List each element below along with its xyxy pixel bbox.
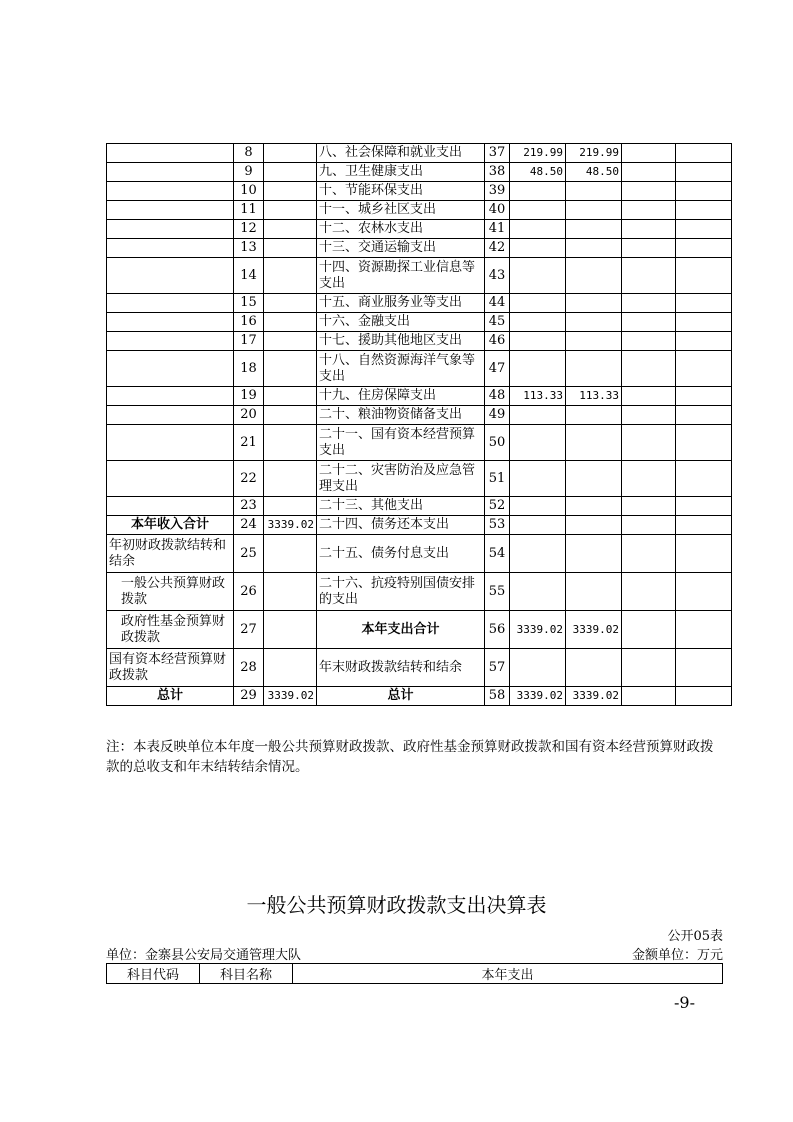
row-expense-other: [676, 313, 732, 332]
table-row: [107, 182, 732, 201]
row-income-label: 总计: [107, 687, 234, 706]
row-expense-line: 44: [485, 294, 510, 313]
row-expense-project: [622, 294, 676, 313]
row-expense-other: [676, 351, 732, 387]
row-income-label: 政府性基金预算财政拨款: [107, 611, 234, 649]
row-expense-project: [622, 163, 676, 182]
row-income-amount: [264, 144, 317, 163]
table-row: [107, 387, 732, 406]
unit-label: 单位：金寨县公安局交通管理大队: [106, 948, 302, 963]
row-expense-line: 54: [485, 535, 510, 573]
row-expense-item: 九、卫生健康支出: [317, 163, 485, 182]
row-income-amount: [264, 425, 317, 461]
row-expense-basic: [566, 406, 622, 425]
table-row: [107, 425, 732, 461]
row-income-label: [107, 351, 234, 387]
row-expense-basic: [566, 182, 622, 201]
row-income-amount: [264, 313, 317, 332]
row-expense-line: 56: [485, 611, 510, 649]
row-income-label: [107, 313, 234, 332]
row-income-amount: 3339.02: [264, 687, 317, 706]
row-expense-line: 42: [485, 239, 510, 258]
row-income-amount: [264, 649, 317, 687]
budget-table: [106, 143, 732, 706]
row-income-amount: [264, 163, 317, 182]
row-expense-project: [622, 687, 676, 706]
row-income-number: 26: [234, 573, 264, 611]
row-income-label: [107, 220, 234, 239]
table-row: [107, 687, 732, 706]
table-row: [107, 497, 732, 516]
row-expense-line: 46: [485, 332, 510, 351]
row-expense-project: [622, 332, 676, 351]
row-expense-total: 48.50: [510, 163, 566, 182]
row-expense-item: 十六、金融支出: [317, 313, 485, 332]
row-expense-item: 年末财政拨款结转和结余: [317, 649, 485, 687]
header-code: 科目代码: [107, 964, 200, 984]
row-income-label: 一般公共预算财政拨款: [107, 573, 234, 611]
row-income-number: 9: [234, 163, 264, 182]
row-expense-other: [676, 182, 732, 201]
table-row: [107, 461, 732, 497]
table-row: [107, 220, 732, 239]
row-income-label: 国有资本经营预算财政拨款: [107, 649, 234, 687]
header-expense: 本年支出: [293, 964, 723, 984]
row-expense-line: 41: [485, 220, 510, 239]
row-expense-total: [510, 573, 566, 611]
next-table-title: 一般公共预算财政拨款支出决算表: [246, 893, 547, 917]
row-expense-project: [622, 516, 676, 535]
row-income-label: [107, 332, 234, 351]
row-expense-other: [676, 387, 732, 406]
row-expense-total: [510, 220, 566, 239]
row-income-label: 本年收入合计: [107, 516, 234, 535]
row-expense-project: [622, 201, 676, 220]
row-income-amount: [264, 201, 317, 220]
row-income-number: 23: [234, 497, 264, 516]
row-income-number: 21: [234, 425, 264, 461]
row-income-label: [107, 406, 234, 425]
row-expense-project: [622, 425, 676, 461]
row-expense-other: [676, 294, 732, 313]
row-income-label: [107, 239, 234, 258]
table-row: [107, 144, 732, 163]
row-income-amount: [264, 351, 317, 387]
amount-unit-label: 金额单位：万元: [631, 948, 723, 963]
row-income-number: 20: [234, 406, 264, 425]
row-expense-line: 58: [485, 687, 510, 706]
row-expense-total: 3339.02: [510, 611, 566, 649]
row-expense-basic: [566, 573, 622, 611]
row-expense-total: [510, 332, 566, 351]
row-expense-line: 49: [485, 406, 510, 425]
row-expense-basic: [566, 313, 622, 332]
row-income-label: [107, 201, 234, 220]
row-income-number: 17: [234, 332, 264, 351]
row-expense-basic: 219.99: [566, 144, 622, 163]
row-expense-total: 219.99: [510, 144, 566, 163]
row-income-number: 24: [234, 516, 264, 535]
row-expense-project: [622, 239, 676, 258]
row-expense-item: 十七、援助其他地区支出: [317, 332, 485, 351]
row-expense-total: [510, 258, 566, 294]
row-income-amount: [264, 611, 317, 649]
row-expense-other: [676, 144, 732, 163]
row-expense-item: 二十六、抗疫特别国债安排的支出: [317, 573, 485, 611]
row-expense-total: [510, 649, 566, 687]
row-expense-total: 113.33: [510, 387, 566, 406]
row-expense-item: 二十三、其他支出: [317, 497, 485, 516]
row-expense-line: 48: [485, 387, 510, 406]
row-expense-basic: [566, 649, 622, 687]
row-expense-project: [622, 258, 676, 294]
row-income-amount: [264, 461, 317, 497]
next-table-header: [106, 963, 723, 984]
row-expense-basic: 3339.02: [566, 611, 622, 649]
row-expense-line: 38: [485, 163, 510, 182]
row-expense-line: 43: [485, 258, 510, 294]
row-expense-item: 十三、交通运输支出: [317, 239, 485, 258]
row-expense-project: [622, 351, 676, 387]
row-expense-line: 53: [485, 516, 510, 535]
row-expense-project: [622, 535, 676, 573]
row-income-amount: [264, 406, 317, 425]
row-expense-project: [622, 497, 676, 516]
row-expense-total: [510, 294, 566, 313]
row-income-number: 13: [234, 239, 264, 258]
row-expense-other: [676, 516, 732, 535]
table-row: [107, 649, 732, 687]
row-expense-item: 十二、农林水支出: [317, 220, 485, 239]
row-expense-basic: [566, 239, 622, 258]
row-income-label: [107, 425, 234, 461]
table-row: [107, 332, 732, 351]
row-expense-item: 十、节能环保支出: [317, 182, 485, 201]
row-income-number: 11: [234, 201, 264, 220]
page-number: -9-: [674, 993, 695, 1012]
row-expense-item: 二十四、债务还本支出: [317, 516, 485, 535]
table-row: [107, 294, 732, 313]
row-expense-basic: 48.50: [566, 163, 622, 182]
table-row: [107, 516, 732, 535]
table-row: [107, 406, 732, 425]
row-expense-total: [510, 516, 566, 535]
row-expense-project: [622, 406, 676, 425]
table-row: [107, 258, 732, 294]
row-expense-project: [622, 649, 676, 687]
row-expense-project: [622, 573, 676, 611]
row-expense-project: [622, 611, 676, 649]
row-expense-line: 45: [485, 313, 510, 332]
row-expense-basic: [566, 425, 622, 461]
row-expense-other: [676, 258, 732, 294]
form-number: 公开05表: [667, 929, 723, 944]
row-expense-project: [622, 220, 676, 239]
row-income-number: 27: [234, 611, 264, 649]
row-expense-other: [676, 611, 732, 649]
row-expense-other: [676, 163, 732, 182]
row-expense-other: [676, 239, 732, 258]
row-expense-line: 37: [485, 144, 510, 163]
row-income-number: 15: [234, 294, 264, 313]
row-expense-line: 50: [485, 425, 510, 461]
row-expense-total: [510, 425, 566, 461]
row-income-number: 10: [234, 182, 264, 201]
row-income-label: 年初财政拨款结转和结余: [107, 535, 234, 573]
row-expense-item: 二十一、国有资本经营预算支出: [317, 425, 485, 461]
row-income-label: [107, 163, 234, 182]
row-income-number: 19: [234, 387, 264, 406]
row-income-label: [107, 461, 234, 497]
row-expense-other: [676, 461, 732, 497]
row-income-amount: [264, 535, 317, 573]
row-expense-project: [622, 144, 676, 163]
table-row: [107, 201, 732, 220]
row-expense-item: 总计: [317, 687, 485, 706]
row-income-label: [107, 387, 234, 406]
row-expense-item: 十八、自然资源海洋气象等支出: [317, 351, 485, 387]
table-row: [107, 313, 732, 332]
table-row: [107, 535, 732, 573]
row-income-amount: [264, 239, 317, 258]
row-income-number: 22: [234, 461, 264, 497]
row-expense-basic: [566, 220, 622, 239]
row-income-number: 18: [234, 351, 264, 387]
row-income-label: [107, 182, 234, 201]
row-income-amount: [264, 332, 317, 351]
row-income-number: 28: [234, 649, 264, 687]
row-expense-other: [676, 649, 732, 687]
row-expense-line: 55: [485, 573, 510, 611]
table-note: 注：本表反映单位本年度一般公共预算财政拨款、政府性基金预算财政拨款和国有资本经营预算财政拨款的总收支和年末结转结余情况。: [106, 739, 714, 775]
row-expense-line: 51: [485, 461, 510, 497]
row-expense-item: 十五、商业服务业等支出: [317, 294, 485, 313]
row-income-number: 8: [234, 144, 264, 163]
row-income-amount: [264, 294, 317, 313]
table-row: [107, 351, 732, 387]
row-income-amount: [264, 258, 317, 294]
row-expense-basic: 3339.02: [566, 687, 622, 706]
row-expense-item: 十四、资源勘探工业信息等支出: [317, 258, 485, 294]
row-expense-project: [622, 313, 676, 332]
row-income-amount: [264, 387, 317, 406]
row-expense-line: 57: [485, 649, 510, 687]
row-expense-project: [622, 461, 676, 497]
row-expense-other: [676, 220, 732, 239]
row-expense-total: [510, 201, 566, 220]
row-expense-basic: [566, 201, 622, 220]
row-expense-project: [622, 182, 676, 201]
row-expense-item: 八、社会保障和就业支出: [317, 144, 485, 163]
table-row: [107, 239, 732, 258]
row-income-number: 29: [234, 687, 264, 706]
row-income-number: 25: [234, 535, 264, 573]
header-name: 科目名称: [200, 964, 293, 984]
row-expense-basic: [566, 461, 622, 497]
row-expense-basic: [566, 516, 622, 535]
row-expense-item: 十一、城乡社区支出: [317, 201, 485, 220]
row-expense-other: [676, 406, 732, 425]
row-expense-other: [676, 535, 732, 573]
row-expense-basic: 113.33: [566, 387, 622, 406]
row-expense-total: 3339.02: [510, 687, 566, 706]
row-expense-line: 39: [485, 182, 510, 201]
row-expense-other: [676, 332, 732, 351]
row-expense-other: [676, 201, 732, 220]
row-expense-item: 二十五、债务付息支出: [317, 535, 485, 573]
row-income-amount: [264, 182, 317, 201]
row-expense-total: [510, 406, 566, 425]
row-income-amount: [264, 573, 317, 611]
row-expense-basic: [566, 294, 622, 313]
row-income-label: [107, 258, 234, 294]
row-income-amount: [264, 497, 317, 516]
row-expense-total: [510, 182, 566, 201]
table-row: [107, 163, 732, 182]
row-expense-total: [510, 351, 566, 387]
row-expense-other: [676, 497, 732, 516]
row-expense-item: 二十、粮油物资储备支出: [317, 406, 485, 425]
row-expense-other: [676, 687, 732, 706]
row-income-label: [107, 294, 234, 313]
row-expense-total: [510, 313, 566, 332]
row-income-number: 14: [234, 258, 264, 294]
row-expense-line: 40: [485, 201, 510, 220]
row-expense-project: [622, 387, 676, 406]
row-income-number: 12: [234, 220, 264, 239]
row-expense-line: 47: [485, 351, 510, 387]
row-income-label: [107, 144, 234, 163]
row-expense-basic: [566, 351, 622, 387]
row-expense-basic: [566, 535, 622, 573]
row-expense-item: 十九、住房保障支出: [317, 387, 485, 406]
row-expense-total: [510, 497, 566, 516]
row-expense-total: [510, 239, 566, 258]
row-expense-item: 二十二、灾害防治及应急管理支出: [317, 461, 485, 497]
row-expense-total: [510, 461, 566, 497]
row-expense-other: [676, 573, 732, 611]
row-expense-item: 本年支出合计: [317, 611, 485, 649]
row-income-amount: [264, 220, 317, 239]
row-expense-basic: [566, 497, 622, 516]
row-income-number: 16: [234, 313, 264, 332]
row-expense-basic: [566, 258, 622, 294]
row-expense-total: [510, 535, 566, 573]
row-expense-other: [676, 425, 732, 461]
table-row: [107, 573, 732, 611]
row-income-label: [107, 497, 234, 516]
table-row: [107, 611, 732, 649]
row-expense-basic: [566, 332, 622, 351]
row-expense-line: 52: [485, 497, 510, 516]
row-income-amount: 3339.02: [264, 516, 317, 535]
